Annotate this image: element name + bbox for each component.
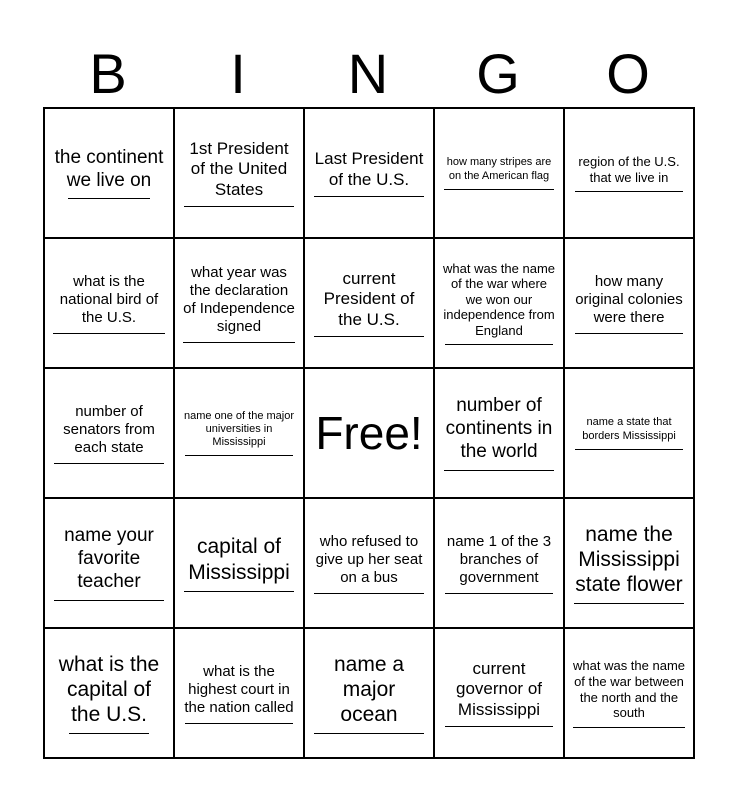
bingo-cell[interactable]: [565, 499, 695, 629]
bingo-cell[interactable]: [45, 369, 175, 499]
cell-text: name the Mississippi state flower: [575, 522, 683, 597]
answer-line: [53, 333, 165, 334]
answer-line: [444, 470, 554, 471]
answer-line: [445, 726, 553, 727]
cell-text: number of continents in the world: [445, 395, 553, 462]
cell-text: how many stripes are on the American flag: [446, 156, 552, 182]
bingo-cell[interactable]: [175, 239, 305, 369]
answer-line: [575, 333, 683, 334]
answer-line: [68, 198, 150, 199]
answer-line: [185, 455, 293, 456]
answer-line: [54, 463, 164, 464]
answer-line: [314, 593, 424, 594]
cell-text: what year was the declaration of Independence signed: [183, 263, 295, 335]
bingo-cell[interactable]: [435, 369, 565, 499]
answer-line: [445, 344, 553, 345]
bingo-cell[interactable]: [435, 499, 565, 629]
cell-text: name one of the major universities in Mississippi: [183, 409, 295, 449]
header-letter-g: G: [476, 42, 520, 105]
header-letter-b: B: [89, 42, 127, 105]
cell-text: the continent we live on: [54, 146, 164, 191]
bingo-cell[interactable]: [305, 109, 435, 239]
bingo-cell[interactable]: [45, 499, 175, 629]
cell-text: what is the highest court in the nation called: [184, 662, 294, 716]
answer-line: [185, 723, 293, 724]
answer-line: [184, 206, 294, 207]
answer-line: [445, 593, 553, 594]
answer-line: [573, 727, 685, 728]
answer-line: [314, 336, 424, 337]
cell-text: capital of Mississippi: [188, 535, 290, 584]
header-letter-n: N: [347, 42, 389, 105]
bingo-cell[interactable]: [175, 109, 305, 239]
bingo-cell[interactable]: [305, 629, 435, 759]
cell-text: current President of the U.S.: [323, 268, 415, 329]
header-letter-o: O: [606, 42, 650, 105]
bingo-cell[interactable]: [435, 629, 565, 759]
cell-text: what is the capital of the U.S.: [58, 652, 160, 727]
bingo-cell[interactable]: [45, 239, 175, 369]
cell-text: what was the name of the war between the north and the south: [573, 658, 686, 721]
bingo-cell[interactable]: [175, 629, 305, 759]
answer-line: [575, 449, 683, 450]
cell-text: how many original colonies were there: [575, 272, 683, 326]
bingo-cell[interactable]: [565, 629, 695, 759]
bingo-cell[interactable]: [435, 239, 565, 369]
bingo-cell[interactable]: [435, 109, 565, 239]
bingo-cell[interactable]: [305, 499, 435, 629]
free-space-label: Free!: [315, 407, 423, 459]
answer-line: [575, 191, 683, 192]
bingo-cell[interactable]: [45, 629, 175, 759]
bingo-cell[interactable]: [175, 499, 305, 629]
bingo-board: [43, 107, 695, 759]
cell-text: what was the name of the war where we won our independence from England: [443, 260, 556, 338]
answer-line: [54, 600, 164, 601]
cell-text: name your favorite teacher: [64, 525, 154, 592]
answer-line: [444, 189, 554, 190]
cell-text: current governor of Mississippi: [456, 658, 542, 719]
cell-text: 1st President of the United States: [189, 138, 289, 199]
cell-text: who refused to give up her seat on a bus: [315, 532, 423, 586]
cell-text: name 1 of the 3 branches of government: [446, 532, 552, 586]
bingo-cell[interactable]: [565, 369, 695, 499]
free-space[interactable]: [305, 369, 435, 499]
bingo-header: [43, 40, 693, 108]
cell-text: what is the national bird of the U.S.: [59, 272, 159, 326]
answer-line: [574, 603, 684, 604]
answer-line: [183, 342, 295, 343]
cell-text: name a major ocean: [333, 652, 405, 727]
answer-line: [69, 733, 149, 734]
bingo-cell[interactable]: [175, 369, 305, 499]
bingo-cell[interactable]: [305, 239, 435, 369]
answer-line: [314, 733, 424, 734]
bingo-cell[interactable]: [45, 109, 175, 239]
bingo-cell[interactable]: [565, 109, 695, 239]
cell-text: Last President of the U.S.: [314, 149, 424, 189]
cell-text: name a state that borders Mississippi: [582, 416, 676, 442]
bingo-cell[interactable]: [565, 239, 695, 369]
answer-line: [314, 196, 424, 197]
header-letter-i: I: [230, 42, 246, 105]
cell-text: number of senators from each state: [63, 402, 155, 456]
cell-text: region of the U.S. that we live in: [578, 153, 680, 185]
answer-line: [184, 591, 294, 592]
